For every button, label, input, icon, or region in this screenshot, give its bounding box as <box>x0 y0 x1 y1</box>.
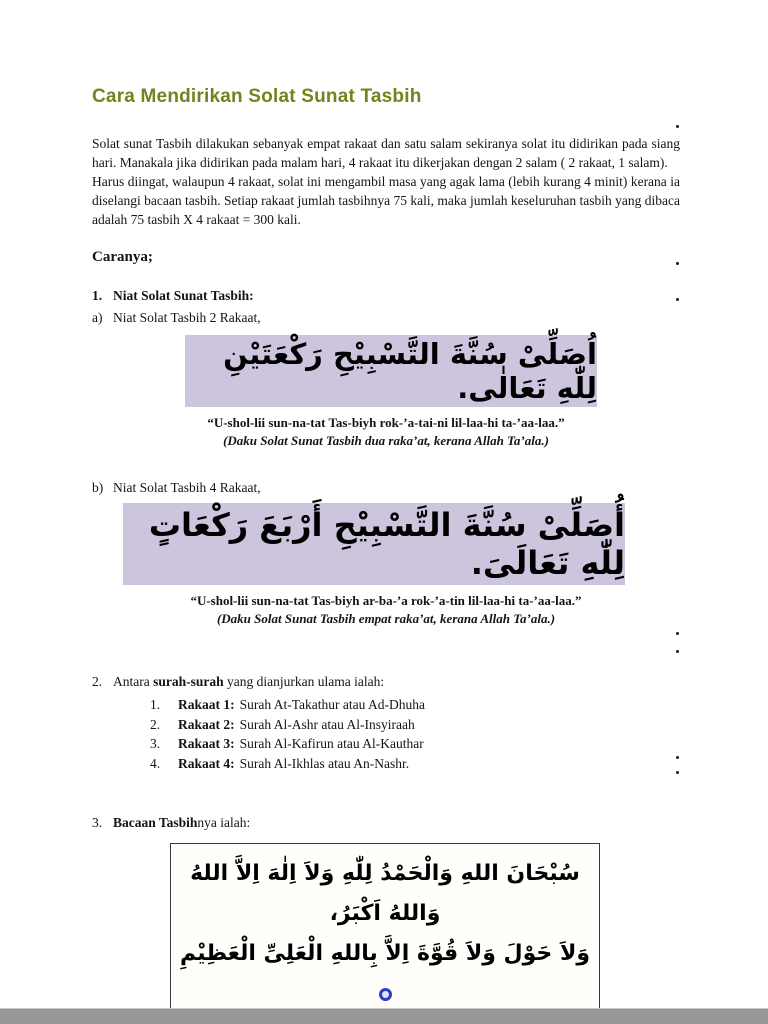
translation-text: (Daku Solat Sunat Tasbih empat raka’at, kerana Allah Ta’ala.) <box>216 611 556 626</box>
niat-b-label <box>92 480 680 496</box>
transliteration-text: “U-shol-lii sun-na-tat Tas-biyh rok-’a-tai-ni lil-laa-hi ta-’aa-laa.” <box>207 415 565 430</box>
text-run: yang dianjurkan ulama ialah: <box>223 674 385 689</box>
text-run-bold: Bacaan Tasbih <box>113 815 198 830</box>
list-number: 4. <box>150 755 161 771</box>
surah-names: Surah Al-Kafirun atau Al-Kauthar <box>239 736 424 751</box>
list-item <box>150 734 680 754</box>
margin-dot <box>676 262 679 265</box>
tasbih-arabic-line1 <box>179 854 591 934</box>
item-number: 3. <box>92 815 103 830</box>
rakaat-label: Rakaat 2: <box>178 716 235 732</box>
text-run-bold: surah-surah <box>153 674 224 689</box>
rakaat-label: Rakaat 3: <box>178 736 235 751</box>
margin-dot <box>676 125 679 128</box>
sub-item-letter: a) <box>92 310 103 325</box>
niat-2-rakaat-arabic-panel <box>185 335 597 407</box>
page-edge-footer <box>0 1008 768 1024</box>
sub-item-letter: b) <box>92 480 104 495</box>
caranya-heading: Caranya; <box>92 249 153 265</box>
niat-4-rakaat-arabic-panel <box>123 503 625 585</box>
list-number: 1. <box>150 697 161 712</box>
translation-text: (Daku Solat Sunat Tasbih dua raka’at, kerana Allah Ta’ala.) <box>223 433 549 448</box>
niat-heading-text: Niat Solat Sunat Tasbih: <box>113 288 254 303</box>
rakaat-label: Rakaat 4: <box>178 755 235 771</box>
surah-names: Surah Al-Ashr atau Al-Insyiraah <box>239 716 415 732</box>
text-run: nya ialah: <box>197 815 251 830</box>
item-number: 2. <box>92 674 103 689</box>
niat-section-heading <box>92 288 680 304</box>
surah-section-heading <box>92 674 680 690</box>
margin-dot <box>676 756 679 759</box>
arabic-text: وَلاَ حَوْلَ وَلاَ قُوَّةَ اِلاَّ بِاللهِ الْعَلِىِّ الْعَظِيْمِ <box>179 941 591 966</box>
text-run: Antara <box>113 674 154 689</box>
list-item <box>150 715 680 735</box>
page-content <box>92 0 680 1024</box>
niat-b-caption <box>92 592 680 628</box>
intro-paragraph-1: Solat sunat Tasbih dilakukan sebanyak empat rakaat dan satu salam sekiranya solat itu didirikan pada siang hari. Manakala jika didirikan pada malam hari, 4 rakaat itu dikerjakan dengan 2 salam ( 2 rakaat, 1 salam). <box>92 136 680 170</box>
niat-a-label <box>92 310 680 326</box>
list-item <box>150 754 680 774</box>
arabic-text: سُبْحَانَ اللهِ وَالْحَمْدُ لِلّٰهِ وَلاَ اِلٰهَ اِلاَّ اللهُ وَاللهُ اَكْبَرُ، <box>190 861 580 926</box>
surah-list <box>150 695 680 773</box>
margin-dot <box>676 650 679 653</box>
page-title: Cara Mendirikan Solat Sunat Tasbih <box>92 86 422 107</box>
margin-dot <box>676 632 679 635</box>
surah-names: Surah At-Takathur atau Ad-Dhuha <box>239 697 426 712</box>
arabic-text: اُصَلِّىْ سُنَّةَ التَّسْبِيْحِ رَكْعَتَيْنِ لِلّٰهِ تَعَالٰى. <box>223 337 597 405</box>
surah-names: Surah Al-Ikhlas atau An-Nashr. <box>239 755 410 771</box>
ayah-end-marker-icon <box>379 988 392 1001</box>
niat-a-text: Niat Solat Tasbih 2 Rakaat, <box>113 310 261 325</box>
transliteration-text: “U-shol-lii sun-na-tat Tas-biyh ar-ba-’a rok-’a-tin lil-laa-hi ta-’aa-laa.” <box>190 593 582 608</box>
item-number: 1. <box>92 288 103 303</box>
list-number: 2. <box>150 716 161 732</box>
tasbih-arabic-panel <box>170 843 600 1024</box>
bacaan-section-heading <box>92 815 680 831</box>
rakaat-label: Rakaat 1: <box>178 697 235 712</box>
margin-dot <box>676 298 679 301</box>
list-number: 3. <box>150 736 161 751</box>
arabic-text: أُصَلِّىْ سُنَّةَ التَّسْبِيْحِ أَرْبَعَ رَكْعَاتٍ لِلّٰهِ تَعَالَىَ. <box>148 506 625 582</box>
intro-paragraph-2: Harus diingat, walaupun 4 rakaat, solat ini mengambil masa yang agak lama (lebih kurang 4 minit) kerana ia diselangi bacaan tasbih. Setiap rakaat jumlah tasbihnya 75 kali, maka jumlah keseluruhan tasbih yang dibaca adalah 75 tasbih X 4 rakaat = 300 kali. <box>92 174 680 227</box>
tasbih-arabic-line2 <box>179 934 591 1014</box>
niat-a-caption <box>92 414 680 450</box>
margin-dot <box>676 771 679 774</box>
list-item <box>150 695 680 715</box>
niat-b-text: Niat Solat Tasbih 4 Rakaat, <box>113 480 261 495</box>
